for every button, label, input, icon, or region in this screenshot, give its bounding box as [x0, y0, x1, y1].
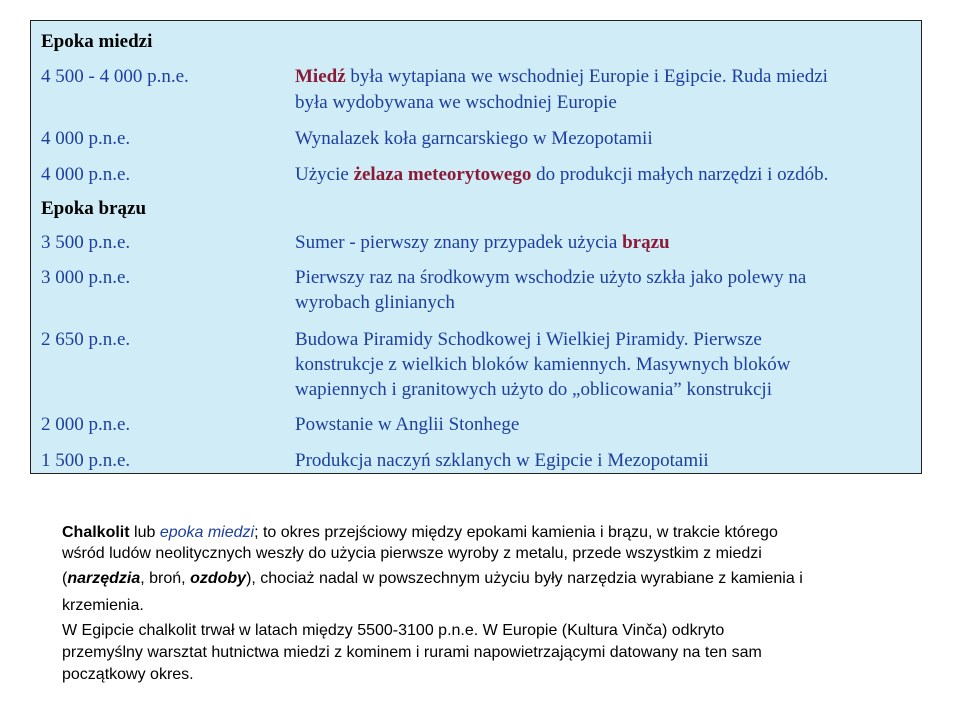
notes-line: wśród ludów neolitycznych weszły do użycia pierwsze wyroby z metalu, przede wszystkim z miedzi [62, 545, 762, 562]
highlight-term: brązu [622, 232, 670, 253]
row-date: 4 000 p.n.e. [41, 128, 131, 149]
row-description [295, 231, 670, 255]
row-description-line2: konstrukcje z wielkich bloków kamiennych. Masywnych bloków [295, 354, 791, 375]
notes-line: początkowy okres. [62, 666, 194, 683]
notes-text: lub [129, 524, 160, 541]
row-date: 4 000 p.n.e. [41, 164, 131, 185]
row-date: 2 650 p.n.e. [41, 329, 131, 350]
section-title-copper-age: Epoka miedzi [41, 31, 153, 52]
row-description-text: do produkcji małych narzędzi i ozdób. [531, 164, 829, 185]
highlight-term: żelaza meteorytowego [353, 164, 532, 185]
row-description: Produkcja naczyń szklanych w Egipcie i Mezopotamii [295, 450, 709, 471]
row-description-line2: wyrobach glinianych [295, 292, 455, 313]
notes-text: ( [62, 570, 68, 587]
row-date: 1 500 p.n.e. [41, 450, 131, 471]
row-description-line3: wapiennych i granitowych użyto do „oblicowania” konstrukcji [295, 379, 772, 400]
row-description [295, 65, 828, 89]
row-description-text: była wytapiana we wschodniej Europie i Egipcie. Ruda miedzi [345, 66, 828, 87]
notes-text: ), chociaż nadal w powszechnym użyciu były narzędzia wyrabiane z kamienia i [246, 570, 803, 587]
timeline-table [30, 20, 922, 474]
row-description-text: Sumer - pierwszy znany przypadek użycia [295, 232, 623, 253]
notes-line [62, 570, 803, 588]
section-title-bronze-age: Epoka brązu [41, 198, 147, 219]
highlight-term: Miedź [295, 66, 346, 87]
notes-line: przemyślny warsztat hutnictwa miedzi z kominem i rurami napowietrzającymi datowany na ten sam [62, 644, 762, 661]
notes-line [62, 524, 778, 542]
row-date: 3 000 p.n.e. [41, 267, 131, 288]
row-description: Wynalazek koła garncarskiego w Mezopotamii [295, 128, 653, 149]
notes-text: ; to okres przejściowy między epokami kamienia i brązu, w trakcie którego [254, 524, 778, 541]
notes-text: , broń, [140, 570, 191, 587]
term-ornaments: ozdoby [190, 570, 247, 587]
row-description: Budowa Piramidy Schodkowej i Wielkiej Piramidy. Pierwsze [295, 329, 762, 350]
row-description: Pierwszy raz na środkowym wschodzie użyto szkła jako polewy na [295, 267, 807, 288]
term-copper-age: epoka miedzi [159, 524, 255, 541]
term-chalcolithic: Chalkolit [62, 524, 130, 541]
row-description-line2: była wydobywana we wschodniej Europie [295, 92, 617, 113]
term-tools: narzędzia [67, 570, 141, 587]
row-description: Powstanie w Anglii Stonhege [295, 414, 520, 435]
row-description-text: Użycie [295, 164, 354, 185]
notes-line: krzemienia. [62, 597, 144, 614]
row-date: 3 500 p.n.e. [41, 232, 131, 253]
row-description [295, 163, 828, 187]
row-date: 2 000 p.n.e. [41, 414, 131, 435]
row-date: 4 500 - 4 000 p.n.e. [41, 66, 189, 87]
notes-line: W Egipcie chalkolit trwał w latach między 5500-3100 p.n.e. W Europie (Kultura Vinča) odkryto [62, 622, 725, 639]
